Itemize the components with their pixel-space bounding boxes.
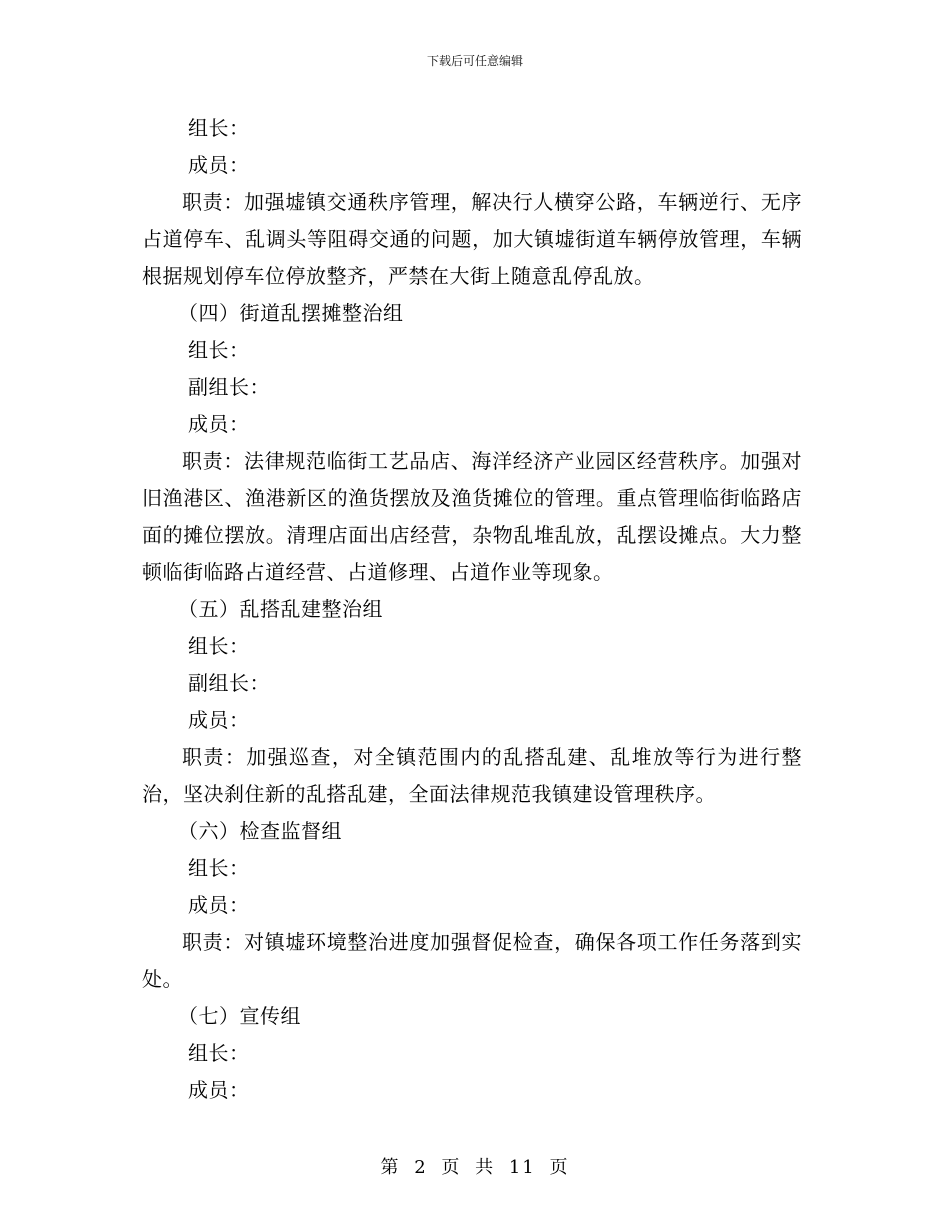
leader-label: 组长： <box>188 856 250 880</box>
deputy-leader-label: 副组长： <box>188 375 270 399</box>
members-label: 成员： <box>188 708 250 732</box>
members-label: 成员： <box>188 412 250 436</box>
section-heading: （五）乱搭乱建整治组 <box>178 597 383 621</box>
section-heading: （六）检查监督组 <box>178 819 342 843</box>
page-header: 下载后可任意编辑 <box>426 54 523 68</box>
leader-label: 组长： <box>188 1041 250 1065</box>
duty-paragraph: 职责：法律规范临街工艺品店、海洋经济产业园区经营秩序。加强对旧渔港区、渔港新区的渔货摆放及渔货摊位的管理。重点管理临街临路店面的摊位摆放。清理店面出店经营，杂物乱堆乱放，乱摆设摊点。大力整顿临街临路占道经营、占道修理、占道作业等现象。 <box>142 449 802 584</box>
section-heading: （四）街道乱摆摊整治组 <box>178 301 404 325</box>
duty-paragraph: 职责：加强墟镇交通秩序管理，解决行人横穿公路，车辆逆行、无序占道停车、乱调头等阻碍交通的问题，加大镇墟街道车辆停放管理，车辆根据规划停车位停放整齐，严禁在大街上随意乱停乱放。 <box>142 190 802 288</box>
leader-label: 组长： <box>188 116 250 140</box>
deputy-leader-label: 副组长： <box>188 671 270 695</box>
page-footer: 第 2 页 共 11 页 <box>380 1157 570 1178</box>
document-body <box>142 110 802 1109</box>
section-heading: （七）宣传组 <box>178 1004 301 1028</box>
duty-paragraph: 职责：加强巡查，对全镇范围内的乱搭乱建、乱堆放等行为进行整治，坚决刹住新的乱搭乱建，全面法律规范我镇建设管理秩序。 <box>142 745 802 806</box>
leader-label: 组长： <box>188 338 250 362</box>
members-label: 成员： <box>188 1078 250 1102</box>
members-label: 成员： <box>188 893 250 917</box>
members-label: 成员： <box>188 153 250 177</box>
leader-label: 组长： <box>188 634 250 658</box>
duty-paragraph: 职责：对镇墟环境整治进度加强督促检查，确保各项工作任务落到实处。 <box>142 930 802 991</box>
